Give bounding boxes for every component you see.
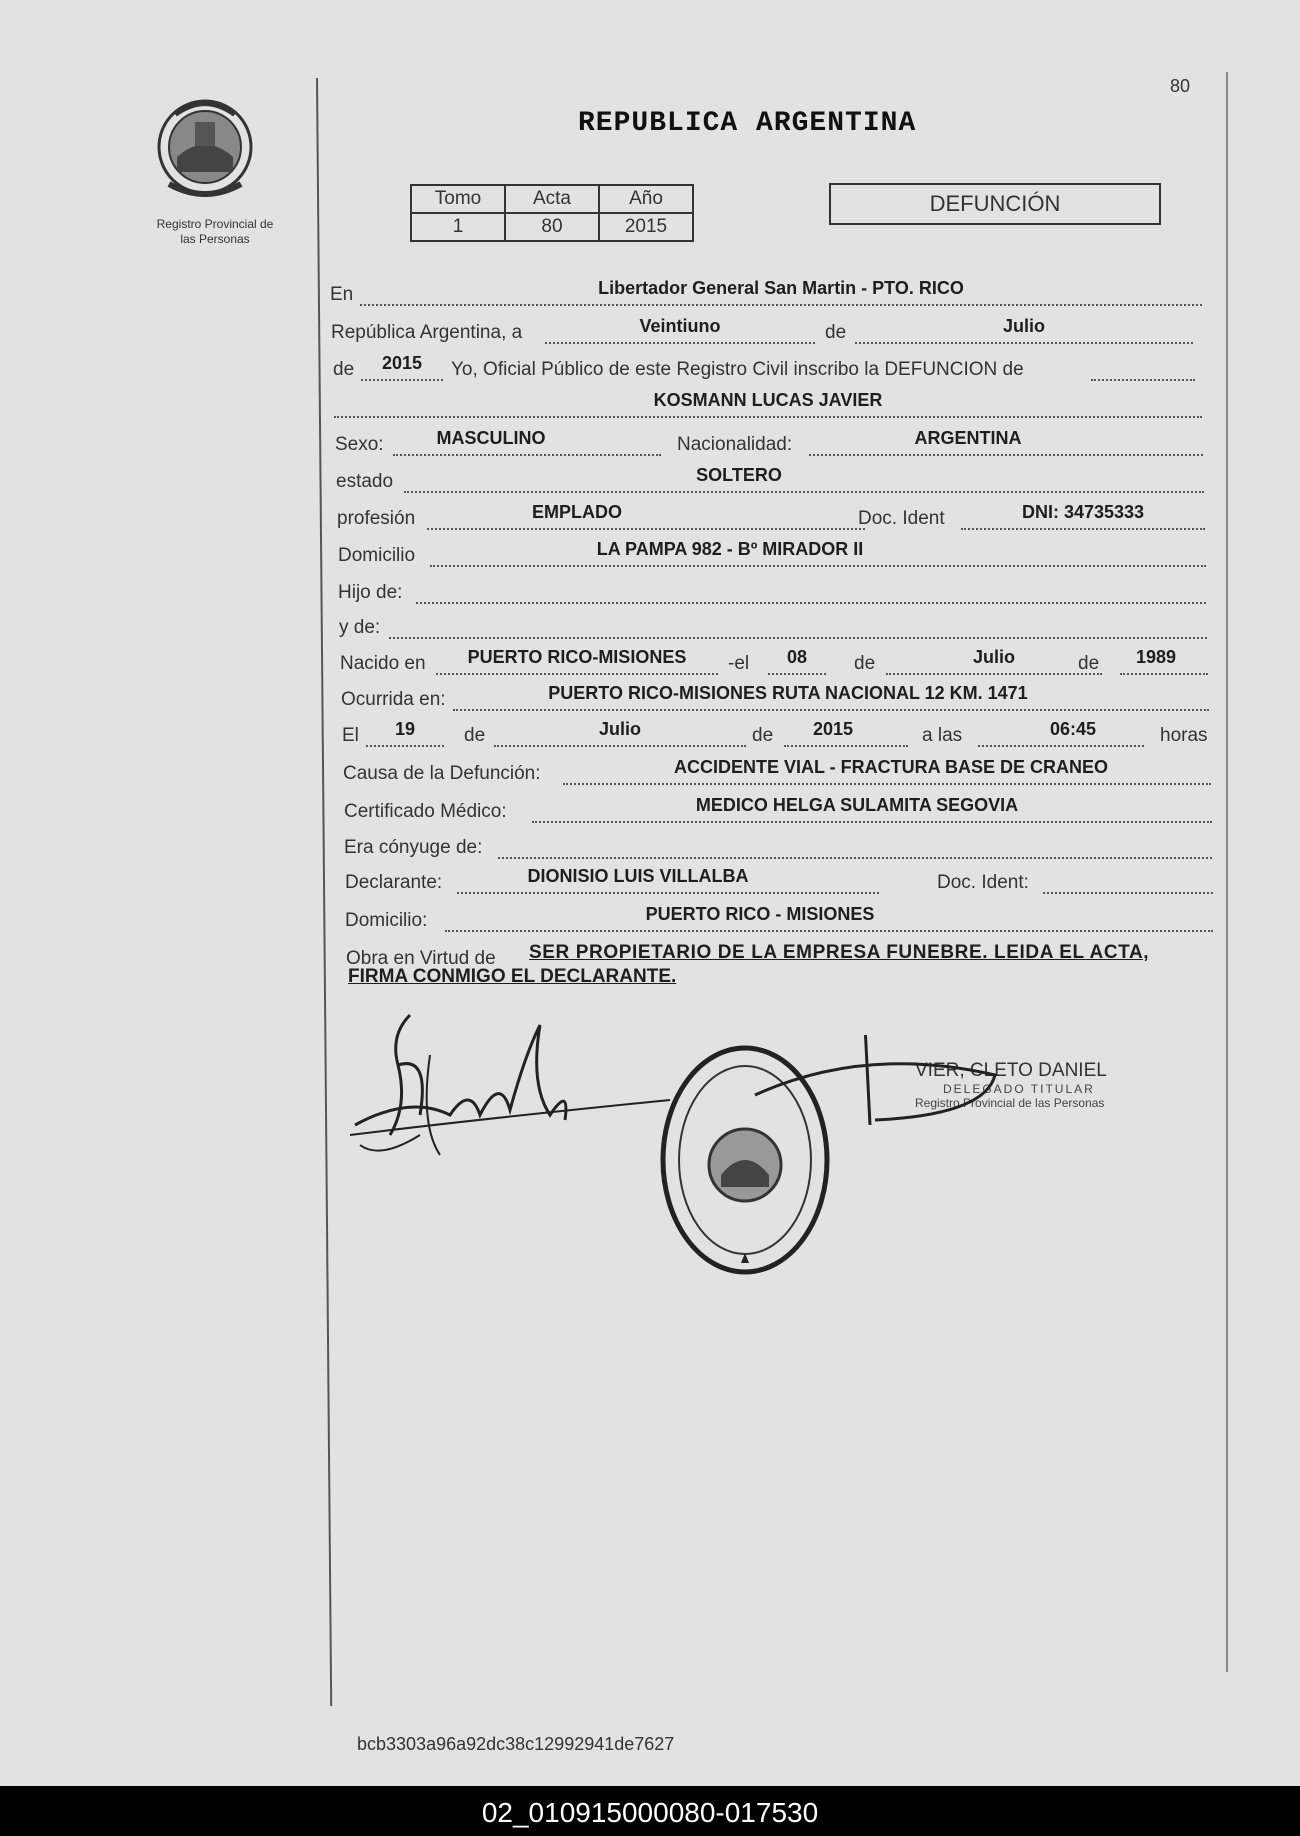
value-ocurrida: PUERTO RICO-MISIONES RUTA NACIONAL 12 KM. 1471 [548,683,1028,703]
row-fallecimiento [342,719,1210,751]
value-certificado: MEDICO HELGA SULAMITA SEGOVIA [695,795,1019,815]
row-conyuge [344,837,1212,863]
reference-table [410,184,694,242]
row-causa [343,757,1211,789]
document-title: REPUBLICA ARGENTINA [578,108,917,139]
label-decl-domicilio: Domicilio: [345,910,428,931]
value-decl-domicilio: PUERTO RICO - MISIONES [645,904,875,924]
label-de-1: de [825,322,847,343]
value-declarante: DIONISIO LUIS VILLALBA [527,866,749,886]
label-declarante: Declarante: [345,872,443,893]
value-estado: SOLTERO [696,465,782,485]
label-profesion: profesión [337,508,416,529]
label-hijo-de: Hijo de: [338,582,403,603]
value-domicilio: LA PAMPA 982 - Bº MIRADOR II [596,539,864,559]
row-declarante [345,866,1213,898]
row-anio [333,353,1195,385]
label-ocurrida-en: Ocurrida en: [341,689,446,710]
value-nacido-anio: 1989 [1135,647,1177,667]
tomo-header: Tomo [411,185,505,213]
row-lugar [330,278,1202,310]
label-el-dash: -el [728,653,750,674]
value-anio: 2015 [381,353,423,373]
label-nacionalidad: Nacionalidad: [677,434,793,455]
row-nacido [340,647,1208,679]
value-obra-line1: SER PROPIETARIO DE LA EMPRESA FUNEBRE. LEIDA EL ACTA, [529,942,1150,963]
value-nombre: KOSMANN LUCAS JAVIER [653,390,883,410]
label-doc-ident: Doc. Ident [858,508,945,529]
acta-header: Acta [505,185,599,213]
label-de-3: de [854,653,876,674]
label-y-de: y de: [339,617,381,638]
label-conyuge: Era cónyuge de: [344,837,483,858]
value-dni: DNI: 34735333 [1021,502,1145,522]
right-margin-line [1226,72,1228,1672]
row-ocurrida [341,683,1209,715]
row-nombre [334,390,1202,422]
value-lugar: Libertador General San Martin - PTO. RICO [598,278,964,298]
row-estado [336,465,1204,497]
label-doc-ident-decl: Doc. Ident: [937,872,1029,893]
row-y-de [339,617,1207,643]
label-yo: Yo, Oficial Público de este Registro Civil inscribo la DEFUNCION de [451,359,1024,380]
value-dia: Veintiuno [639,316,721,336]
acta-value: 80 [505,213,599,241]
left-margin-line [316,78,332,1706]
label-nacido-en: Nacido en [340,653,426,674]
value-hora: 06:45 [1049,719,1097,739]
value-causa: ACCIDENTE VIAL - FRACTURA BASE DE CRANEO [673,757,1108,777]
row-hijo-de [338,582,1206,608]
label-causa: Causa de la Defunción: [343,763,541,784]
label-estado: estado [336,471,394,492]
official-name: VIER, CLETO DANIEL [915,1060,1107,1081]
reference-value-row [411,213,693,241]
page-number: 80 [1170,76,1191,96]
label-certificado: Certificado Médico: [344,801,507,822]
provincial-seal-icon [155,92,255,202]
value-mes: Julio [1002,316,1045,336]
value-sexo: MASCULINO [436,428,546,448]
value-fallec-mes: Julio [598,719,641,739]
row-domicilio [338,539,1206,571]
label-el: El [342,725,359,746]
official-org: Registro Provincial de las Personas [915,1096,1105,1110]
label-de-2: de [333,359,355,380]
row-decl-domicilio [345,904,1213,936]
label-domicilio: Domicilio [338,545,416,566]
label-horas: horas [1160,725,1208,746]
row-sexo [335,428,1203,460]
value-fallec-anio: 2015 [812,719,854,739]
label-de-5: de [464,725,486,746]
anio-value: 2015 [599,213,693,241]
row-fecha [331,316,1193,348]
label-republica: República Argentina, a [331,322,523,343]
tomo-value: 1 [411,213,505,241]
value-nacido-mes: Julio [972,647,1015,667]
registry-label: Registro Provincial de las Personas [156,217,274,246]
value-nacido-dia: 08 [786,647,808,667]
label-a-las: a las [922,725,963,746]
official-role: DELEGADO TITULAR [943,1082,1095,1096]
document-type-box: DEFUNCIÓN [829,183,1161,225]
value-profesion: EMPLADO [532,502,622,522]
label-de-4: de [1078,653,1100,674]
reference-header-row [411,185,693,213]
label-en: En [330,284,354,305]
official-signature-block [895,1060,1155,1110]
label-sexo: Sexo: [335,434,384,455]
value-nacionalidad: ARGENTINA [914,428,1022,448]
document-hash: bcb3303a96a92dc38c12992941de7627 [357,1734,675,1754]
label-de-6: de [752,725,774,746]
declarant-signature [350,995,680,1180]
value-obra-line2: FIRMA CONMIGO EL DECLARANTE. [348,966,677,987]
anio-header: Año [599,185,693,213]
footer-id: 02_010915000080-017530 [481,1797,819,1828]
row-certificado [344,795,1212,827]
label-obra: Obra en Virtud de [346,948,496,969]
value-nacido-lugar: PUERTO RICO-MISIONES [467,647,687,667]
value-fallec-dia: 19 [394,719,416,739]
row-profesion [337,502,1205,534]
